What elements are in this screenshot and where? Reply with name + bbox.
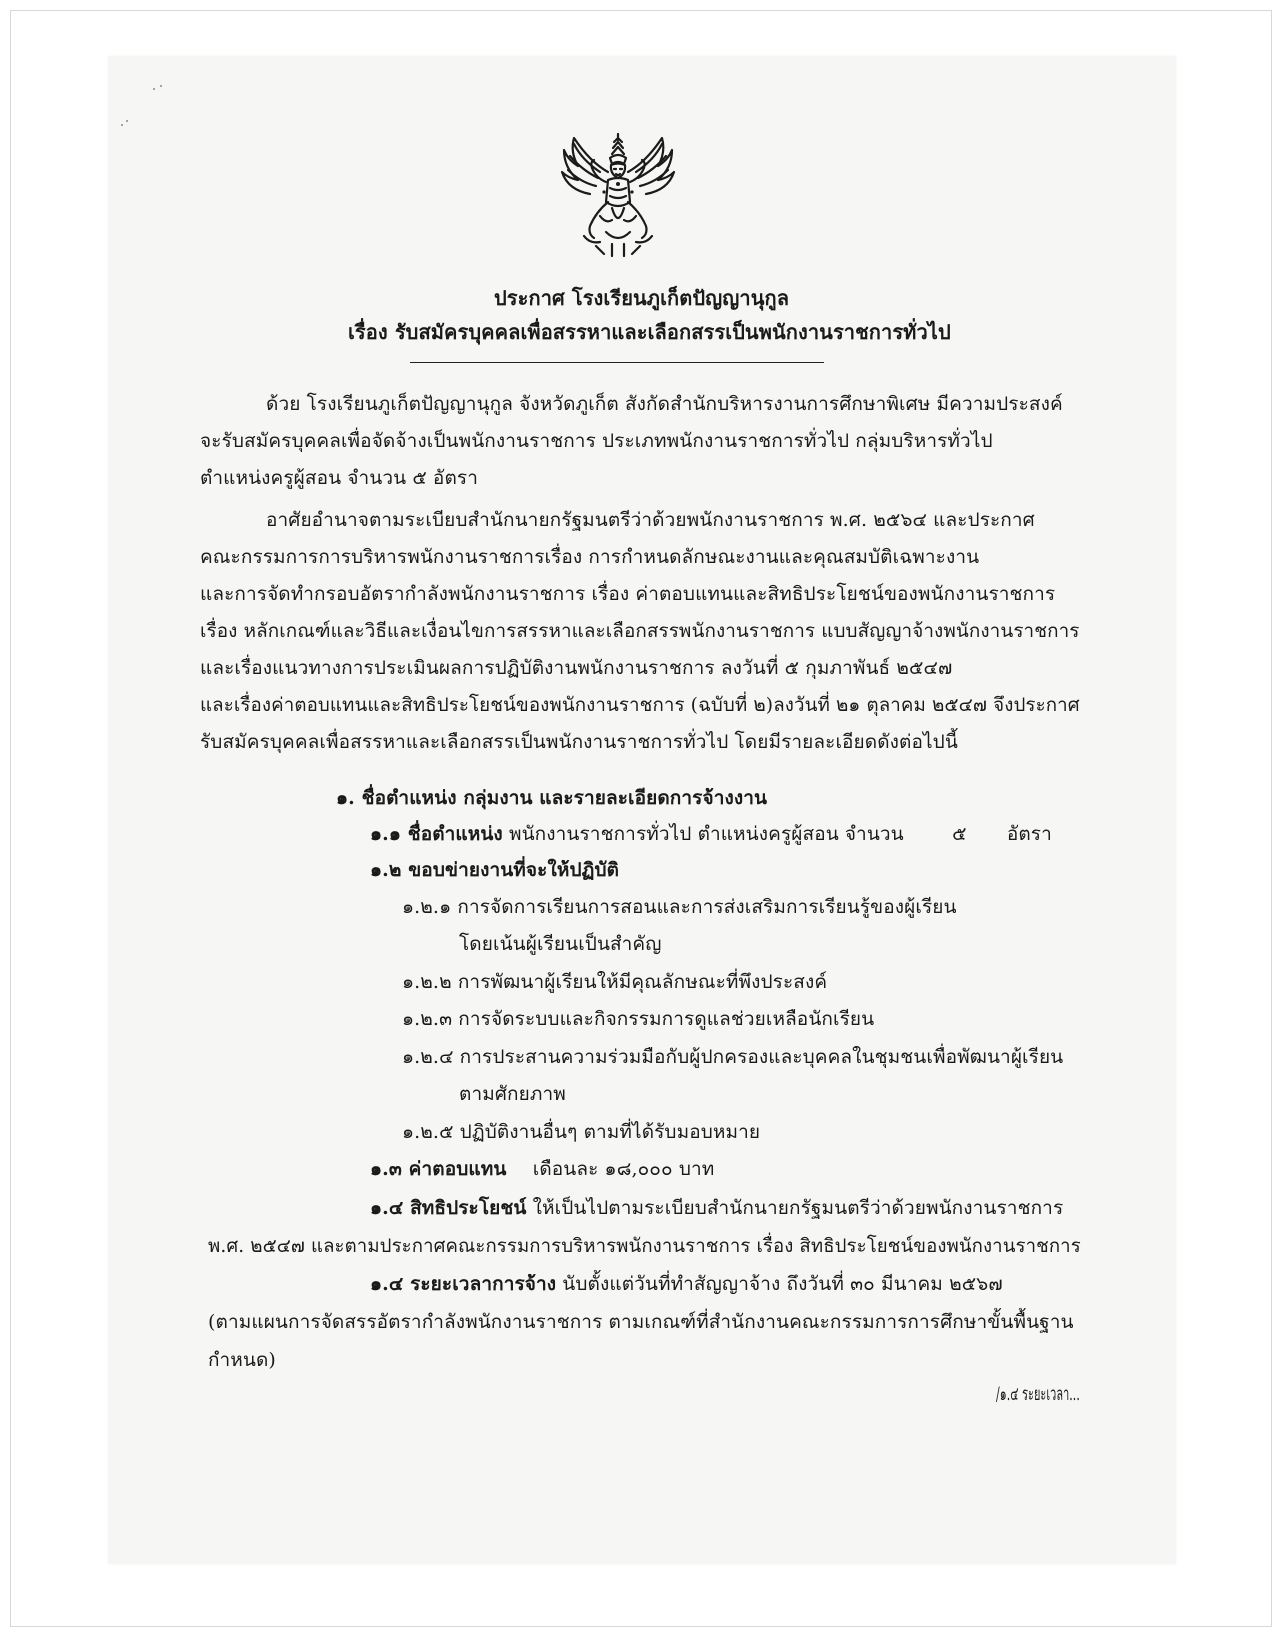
authority-line-6: และเรื่องค่าตอบแทนและสิทธิประโยชน์ของพนักงานราชการ (ฉบับที่ ๒)ลงวันที่ ๒๑ ตุลาคม ๒๕๔๗ จึงประกาศ <box>200 694 1080 716</box>
section-1-5-cont-1: (ตามแผนการจัดสรรอัตรากำลังพนักงานราชการ ตามเกณฑ์ที่สำนักงานคณะกรรมการการศึกษาขั้นพื้นฐาน <box>208 1311 1074 1333</box>
section-1-1 <box>370 822 1052 846</box>
authority-line-2: คณะกรรมการการบริหารพนักงานราชการเรื่อง การกำหนดลักษณะงานและคุณสมบัติเฉพาะงาน <box>200 546 980 568</box>
duty-4-line-1: ๑.๒.๔ การประสานความร่วมมือกับผู้ปกครองและบุคคลในชุมชนเพื่อพัฒนาผู้เรียน <box>402 1046 1064 1068</box>
authority-line-4: เรื่อง หลักเกณฑ์และวิธีและเงื่อนไขการสรรหาและเลือกสรรพนักงานราชการ แบบสัญญาจ้างพนักงานราชการ <box>200 620 1080 642</box>
authority-line-3: และการจัดทำกรอบอัตรากำลังพนักงานราชการ เรื่อง ค่าตอบแทนและสิทธิประโยชน์ของพนักงานราชการ <box>200 583 1056 605</box>
speck <box>121 124 123 126</box>
section-1-3-label: ๑.๓ ค่าตอบแทน <box>370 1158 507 1180</box>
section-1-5 <box>370 1272 1003 1296</box>
speck <box>126 120 128 122</box>
section-1-3-text: เดือนละ ๑๘,๐๐๐ บาท <box>532 1158 715 1180</box>
section-1-heading: ๑. ชื่อตำแหน่ง กลุ่มงาน และรายละเอียดการจ้างงาน <box>336 787 768 809</box>
speck <box>153 88 155 90</box>
authority-line-5: และเรื่องแนวทางการประเมินผลการปฏิบัติงานพนักงานราชการ ลงวันที่ ๕ กุมภาพันธ์ ๒๕๔๗ <box>200 657 953 679</box>
intro-line-2: จะรับสมัครบุคคลเพื่อจัดจ้างเป็นพนักงานราชการ ประเภทพนักงานราชการทั่วไป กลุ่มบริหารทั่วไป <box>200 430 993 452</box>
section-1-1-unit: อัตรา <box>1006 823 1052 845</box>
authority-line-7: รับสมัครบุคคลเพื่อสรรหาและเลือกสรรเป็นพนักงานราชการทั่วไป โดยมีรายละเอียดดังต่อไปนี้ <box>200 731 958 753</box>
section-1-3 <box>370 1157 714 1181</box>
section-1-2-heading: ๑.๒ ขอบข่ายงานที่จะให้ปฏิบัติ <box>370 859 620 881</box>
section-1-5-label: ๑.๔ ระยะเวลาการจ้าง <box>370 1273 557 1295</box>
section-1-5-text: นับตั้งแต่วันที่ทำสัญญาจ้าง ถึงวันที่ ๓๐ มีนาคม ๒๕๖๗ <box>562 1273 1003 1295</box>
garuda-emblem-icon <box>560 132 676 260</box>
duty-1-line-2: โดยเน้นผู้เรียนเป็นสำคัญ <box>459 933 662 955</box>
continuation-note: /๑.๔ ระยะเวลา... <box>996 1383 1080 1405</box>
intro-line-1: ด้วย โรงเรียนภูเก็ตปัญญานุกูล จังหวัดภูเก็ต สังกัดสำนักบริหารงานการศึกษาพิเศษ มีความประสงค์ <box>266 393 1063 415</box>
intro-line-3: ตำแหน่งครูผู้สอน จำนวน ๕ อัตรา <box>200 467 478 489</box>
document-page <box>108 56 1176 1564</box>
announcement-subject: เรื่อง รับสมัครบุคคลเพื่อสรรหาและเลือกสรรเป็นพนักงานราชการทั่วไป <box>348 320 951 344</box>
section-1-1-count: ๕ <box>952 823 967 845</box>
announcement-title: ประกาศ โรงเรียนภูเก็ตปัญญานุกูล <box>494 286 790 310</box>
duty-4-line-2: ตามศักยภาพ <box>459 1083 566 1105</box>
section-1-4-label: ๑.๔ สิทธิประโยชน์ <box>370 1197 527 1219</box>
speck <box>160 85 162 87</box>
section-1-4-cont: พ.ศ. ๒๕๔๗ และตามประกาศคณะกรรมการบริหารพนักงานราชการ เรื่อง สิทธิประโยชน์ของพนักงานราชการ <box>208 1235 1081 1257</box>
section-1-4 <box>370 1196 1063 1220</box>
section-1-1-label: ๑.๑ ชื่อตำแหน่ง <box>370 823 503 845</box>
duty-1-line-1: ๑.๒.๑ การจัดการเรียนการสอนและการส่งเสริมการเรียนรู้ของผู้เรียน <box>402 896 957 918</box>
section-1-4-text: ให้เป็นไปตามระเบียบสำนักนายกรัฐมนตรีว่าด้วยพนักงานราชการ <box>532 1197 1064 1219</box>
title-underline <box>410 362 824 363</box>
section-1-5-cont-2: กำหนด) <box>208 1349 276 1371</box>
authority-line-1: อาศัยอำนาจตามระเบียบสำนักนายกรัฐมนตรีว่าด้วยพนักงานราชการ พ.ศ. ๒๕๖๔ และประกาศ <box>266 509 1035 531</box>
duty-3: ๑.๒.๓ การจัดระบบและกิจกรรมการดูแลช่วยเหลือนักเรียน <box>402 1008 875 1030</box>
duty-2: ๑.๒.๒ การพัฒนาผู้เรียนให้มีคุณลักษณะที่พึงประสงค์ <box>402 971 828 993</box>
section-1-1-text: พนักงานราชการทั่วไป ตำแหน่งครูผู้สอน จำนวน <box>508 823 904 845</box>
duty-5: ๑.๒.๕ ปฏิบัติงานอื่นๆ ตามที่ได้รับมอบหมาย <box>402 1121 761 1143</box>
